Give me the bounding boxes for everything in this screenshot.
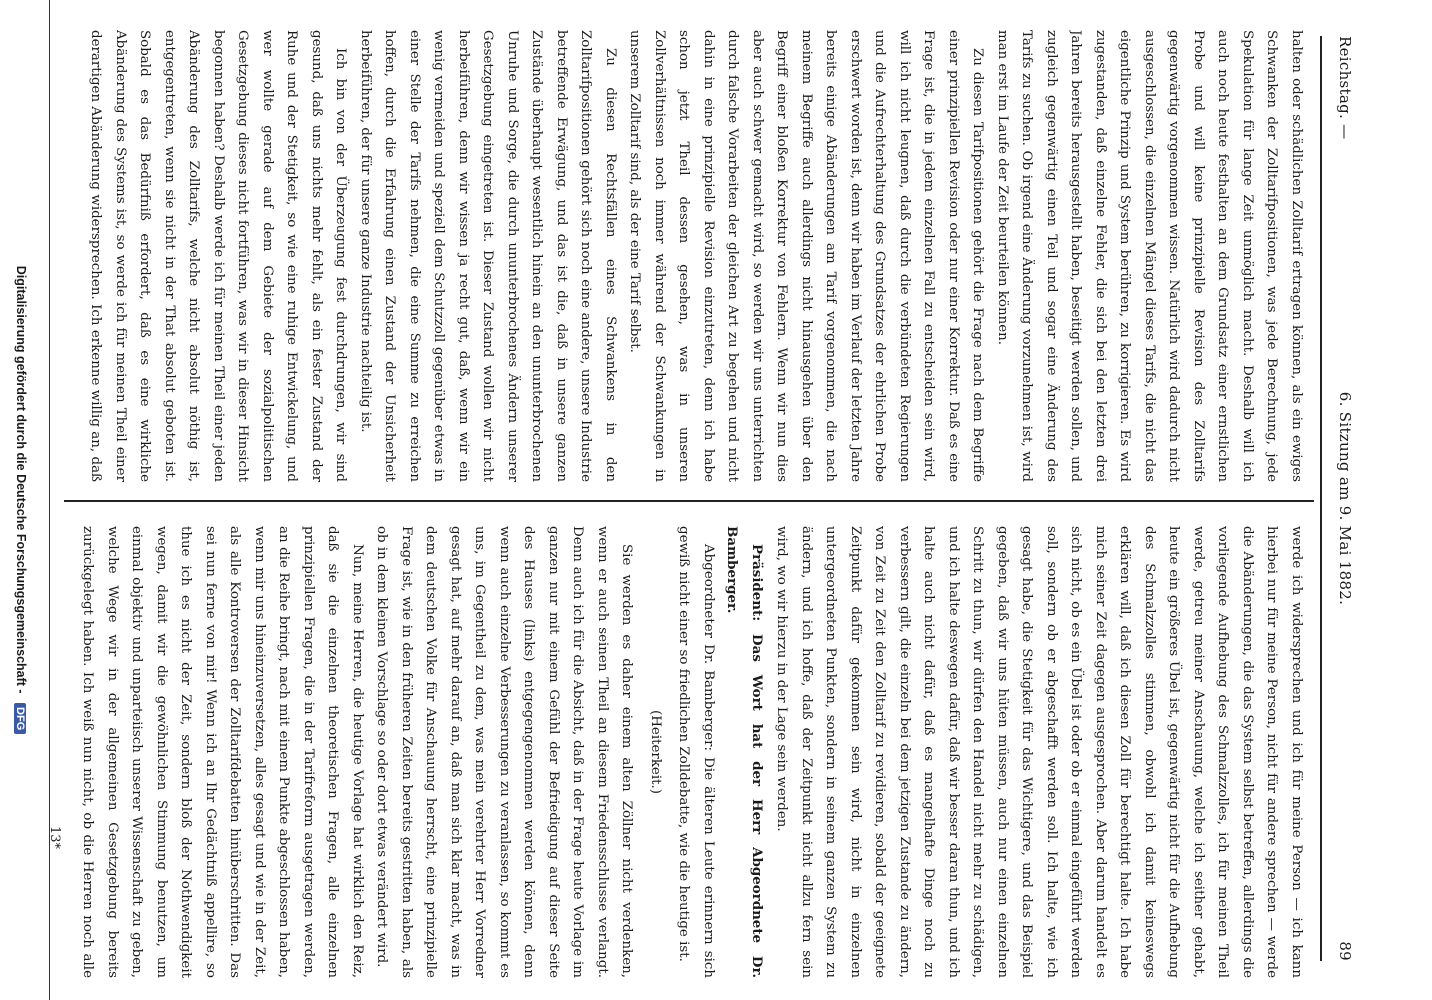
- paragraph-president: Präsident: Das Wort hat der Herr Abgeordnete Dr. Bamberger.: [724, 526, 765, 978]
- column-left: [78, 30, 1308, 482]
- header-left: Reichstag. —: [1336, 36, 1354, 140]
- paragraph: Ich bin von der Überzeugung fest durchdrungen, wir sind gesund, daß uns nichts mehr fehlt, als ein fester Zustand der Ruhe und der Stetigkeit, so wie eine ruhige Entwickelung, und wer wollte gerade auf dem Gebiete der sozialpolitischen Gesetzgebung dieses nicht fortführen, was wir in dieser Hinsicht begonnen haben? Deshalb werde ich für meinen Theil einer jeden Abänderung des Zolltarifs, welche nicht absolut nöthig ist, entgegentreten, wenn sie nicht in der That absolut geboten ist. Sobald es das Bedürfniß erfordert, daß es eine wirkliche Abänderung des Systems ist, so werde ich für meinen Theil einer derartigen Abänderung widersprechen. Ich erkenne willig an, daß: [88, 30, 349, 482]
- paragraph: Zu diesen Rechtsfällen eines Schwankens in den Zolltarifpositionen gehört sich noch eine andere, unsere Industrie betreffende Erwägung, und das ist die, daß in unsere ganzen Zustände überhaupt wesentlich hinein an den ununterbrochenen Unruhe und Sorge, die durch ununterbrochenes Ändern unserer Gesetzgebung eingetreten ist. Dieser Zustand wollen wir nicht herbeiführen, denn wir wissen ja recht gut, daß, wenn wir ein wenig vermeiden und speziell dem Schutzzoll gegenüber etwas in einer Stelle der Tarifs nehmen, die eine Summe zu erreichen hoffen, durch die Erfahrung einen Zustand der Unsicherheit herbeiführen, der für unsere ganze Industrie nachteilig ist.: [358, 30, 618, 482]
- column-divider: [64, 500, 1314, 502]
- paragraph: werde ich widersprechen und ich für meine Person — ich kann hierbei nur für meine Person, nicht für andere sprechen — werde die Abänderungen, die das System selbst betreffen, allerdings die vorliegende Aufhebung des Schmalzzolles, ich für meinen Theil werde, getreu meiner Anschauung, welche ich seither gehabt, heute ein größeres Übel ist, gegenwärtig nicht für die Aufhebung des Schmalzzolles stimmen, obwohl ich damit keineswegs erklären will, daß ich diesen Zoll für berechtigt halte. Ich habe mich seiner Zeit dagegen ausgesprochen. Aber darum handelt es sich nicht, ob es ein Übel ist oder ob er einmal eingeführt werden soll, sondern ob er abgeschafft werden soll. Ich halte, wie ich gesagt habe, die Stetigkeit für das Wichtigere, und das Beispiel gegeben, daß wir uns hüten müssen, auch nur einen einzelnen Schritt zu thun, wir dürfen den Handel nicht mehr zu schädigen, und ich halte deswegen dafür, daß wir besser daran thun, und ich halte auch nicht dafür, daß es mangelhafte Dinge noch zu verbessern gilt, die einzeln bei dem jetzigen Zustande zu ändern, von Zeit zu Zeit den Zolltarif zu revidieren, sobald der geeignete Zeitpunkt dafür gekommen sein wird, nicht in einzelnen untergeordneten Punkten, sondern in seinem ganzen System zu ändern, und ich hoffe, daß der Zeitpunkt nicht allzu fern sein wird, wo wir hierzu in der Lage sein werden.: [774, 526, 1304, 978]
- credit-text: Digitalisierung gefördert durch die Deutsche Forschungsgemeinschaft -: [14, 265, 28, 698]
- interjection: (Heiterkeit.): [648, 710, 663, 794]
- digitization-sidebar: [0, 0, 50, 1000]
- session-title: 6. Sitzung am 9. Mai 1882.: [1336, 391, 1354, 606]
- dfg-credit: [14, 0, 28, 1000]
- paragraph: Sie werden es daher einem alten Zöllner nicht verdenken, wenn er auch seinen Theil an diesem Friedensschlusse verlangt. Denn auch ich für die Absicht, daß in der Frage heute Vorlage im ganzen nur mit einem Gefühl der Befriedigung auf dieser Seite des Hauses (links) entgegengenommen werden können, denn wenn auch einzelne Verbesserungen zu veranlassen, so kommt es uns, im Gegentheil zu dem, was mein verehrter Herr Vorredner gesagt hat, auf mehr darauf an, daß man sich klar macht, was in dem deutschen Volke für Anschauung herrscht, eine prinzipielle Frage ist, wie in den früheren Zeiten bereits gestritten haben, als ob in dem kleinen Vorschlage so oder dort etwas verändert wird.: [374, 526, 635, 978]
- paragraph: Zu diesen Tarifpositionen gehört die Frage nach dem Begriffe einer prinzipiellen Revision oder nur einer Korrektur. Daß es eine Frage ist, die in jedem einzelnen Fall zu entscheiden sein wird, will ich nicht leugnen, daß durch die verbündeten Regierungen und die Aufrechterhaltung des Grundsatzes der ehrlichen Probe erschwert worden ist, denn wir haben im Verlauf der letzten Jahre bereits einige Abänderungen am Tarif vorgenommen, die nach meinem Begriffe auch allerdings nicht hinausgehen über den Begriff einer bloßen Korrektur von Fehlern. Wenn wir nun dies aber auch schwer gemacht wird, so werden wir uns unterrichten durch falsche Vorarbeiten der gleichen Art zu begehen und nicht dahin in eine prinzipielle Revision einzutreten, denn ich habe schon jetzt Theil dessen gesehen, was in unseren Zollverhältnissen noch immer während der Schwankungen in unserem Zolltarif sind, als der eine Tarif selbst.: [627, 30, 986, 482]
- paragraph-speaker: Abgeordneter Dr. Bamberger: Die älteren Leute erinnern sich gewiß nicht einer so friedlichen Zolldebatte, wie die heutige ist.: [676, 526, 716, 978]
- paragraph: Nun, meine Herren, die heutige Vorlage hat wirklich den Reiz, daß sie die einzelnen theoretischen Fragen, alle einzelnen prinzipiellen Fragen, die in der Tarifreform ausgetragen werden, an die Reihe bringt, nach mit einem Punkte abgeschlossen haben, wenn mir uns hineinzuversetzen, alles gesagt und wie in der Zeit, als alle Kontroversen der Zolltarifdebatten hinüberschritten. Das sei nun ferne von mir! Wenn ich an Ihr Gedächtniß appellire, so thue ich es nicht der Zeit, sondern bloß der Nothwendigkeit wegen, damit wir die gewöhnlichen Stimmung benutzen, um einmal objektiv und unparteiisch unserer Wissenschaft zu geben, welche Wege wir in der allgemeinen Gesetzgebung bereits zurückgelegt haben. Ich weiß nun nicht, ob die Herren noch alle: [80, 526, 365, 978]
- header-rule: [1320, 36, 1322, 961]
- signature-mark: 13*: [47, 826, 62, 850]
- page-number: 89: [1336, 941, 1354, 961]
- page-header: [1326, 36, 1368, 961]
- dfg-logo: DFG: [14, 703, 26, 734]
- column-right: [78, 526, 1308, 978]
- sidebar-rule: [49, 0, 50, 1000]
- paragraph: halten oder schädlichen Zolltarif ertragen können, als ein ewiges Schwanken der Zolltarifpositionen, was jede Berechnung, jede Spekulation für lange Zeit unmöglich macht. Deshalb will ich auch noch heute festhalten an dem Grundsatz einer ernstlichen Probe und will keine prinzipielle Revision des Zolltarifs gegenwärtig vorgenommen wissen. Natürlich wird dadurch nicht ausgeschlossen, die einzelnen Mängel dieses Tarifs, die nicht das eigentliche Prinzip und System berühren, zu korrigieren. Es wird zugestanden, daß einzelne Fehler, die sich bei den letzten drei Jahren bereits herausgestellt haben, beseitigt werden sollen, und zugleich gegenwärtig einen Teil und sogar eine Änderung des Tarifs zu suchen. Ob irgend eine Änderung vorzunehmen ist, wird man erst im Laufe der Zeit beurteilen können.: [995, 30, 1304, 482]
